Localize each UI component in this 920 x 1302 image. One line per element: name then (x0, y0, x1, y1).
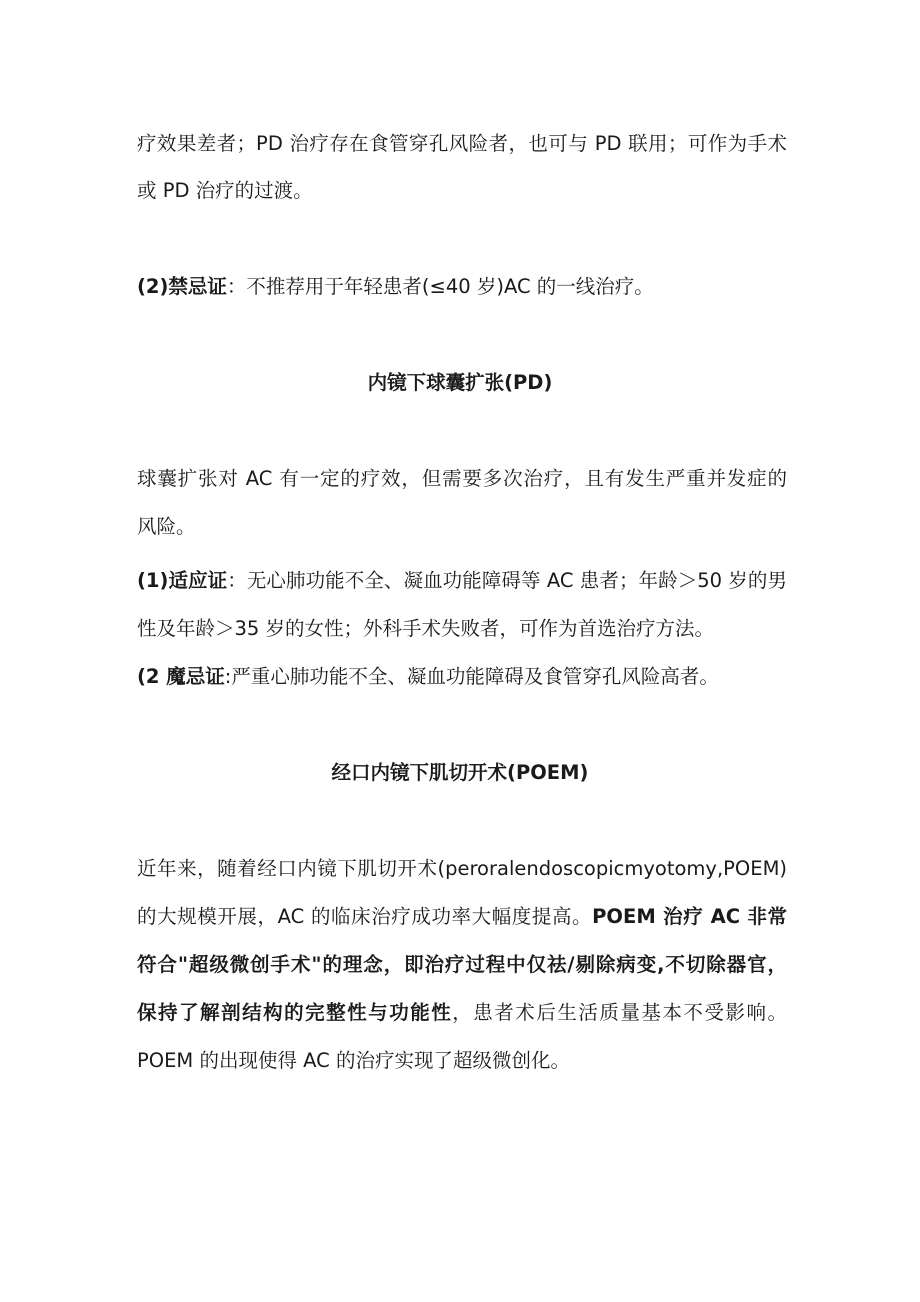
paragraph-6-line-4-bold: 保持了解剖结构的完整性与功能性 (137, 1001, 453, 1024)
contraindication-2-text: :严重心肺功能不全、凝血功能障碍及食管穿孔风险高者。 (224, 665, 719, 688)
indication-paragraph-line-1 (137, 568, 787, 594)
paragraph-3-line-2: 风险。 (137, 515, 196, 538)
paragraph-3-line-1: 球囊扩张对 AC 有一定的疗效，但需要多次治疗，且有发生严重并发症的 (137, 467, 787, 490)
contraindication-2-paragraph (137, 664, 787, 690)
paragraph-6-line-5: POEM 的出现使得 AC 的治疗实现了超级微创化。 (137, 1049, 570, 1072)
contraindication-2-label: (2 魔忌证 (137, 665, 225, 688)
paragraph-6-line-4 (137, 1000, 787, 1026)
indication-text: ：无心肺功能不全、凝血功能障碍等 AC 患者；年龄＞50 岁的男 (227, 569, 787, 592)
contraindication-label: (2)禁忌证 (137, 275, 227, 298)
contraindication-paragraph (137, 274, 787, 300)
contraindication-text: ：不推荐用于年轻患者(≤40 岁)AC 的一线治疗。 (226, 275, 654, 298)
paragraph-6-line-2 (137, 904, 787, 930)
paragraph-6-line-2-bold: POEM 治疗 AC 非常 (592, 905, 787, 928)
heading-poem: 经口内镜下肌切开术(POEM) (331, 761, 589, 784)
paragraph-6-line-1: 近年来，随着经口内镜下肌切开术(peroralendoscopicmyotomy,POEM) (137, 857, 787, 880)
paragraph-6-line-4-normal: ，患者术后生活质量基本不受影响。 (452, 1001, 787, 1024)
paragraph-1-line-1: 疗效果差者；PD 治疗存在食管穿孔风险者，也可与 PD 联用；可作为手术 (137, 132, 787, 155)
paragraph-6-line-3: 符合"超级微创手术"的理念，即治疗过程中仅祛/剔除病变,不切除器官， (137, 953, 787, 976)
paragraph-6-line-2-normal: 的大规模开展，AC 的临床治疗成功率大幅度提高。 (137, 905, 593, 928)
paragraph-1-line-2: 或 PD 治疗的过渡。 (137, 179, 313, 202)
heading-balloon-dilation: 内镜下球囊扩张(PD) (367, 371, 553, 394)
indication-label: (1)适应证 (137, 569, 228, 592)
indication-paragraph-line-2: 性及年龄＞35 岁的女性；外科手术失败者，可作为首选治疗方法。 (137, 617, 715, 640)
